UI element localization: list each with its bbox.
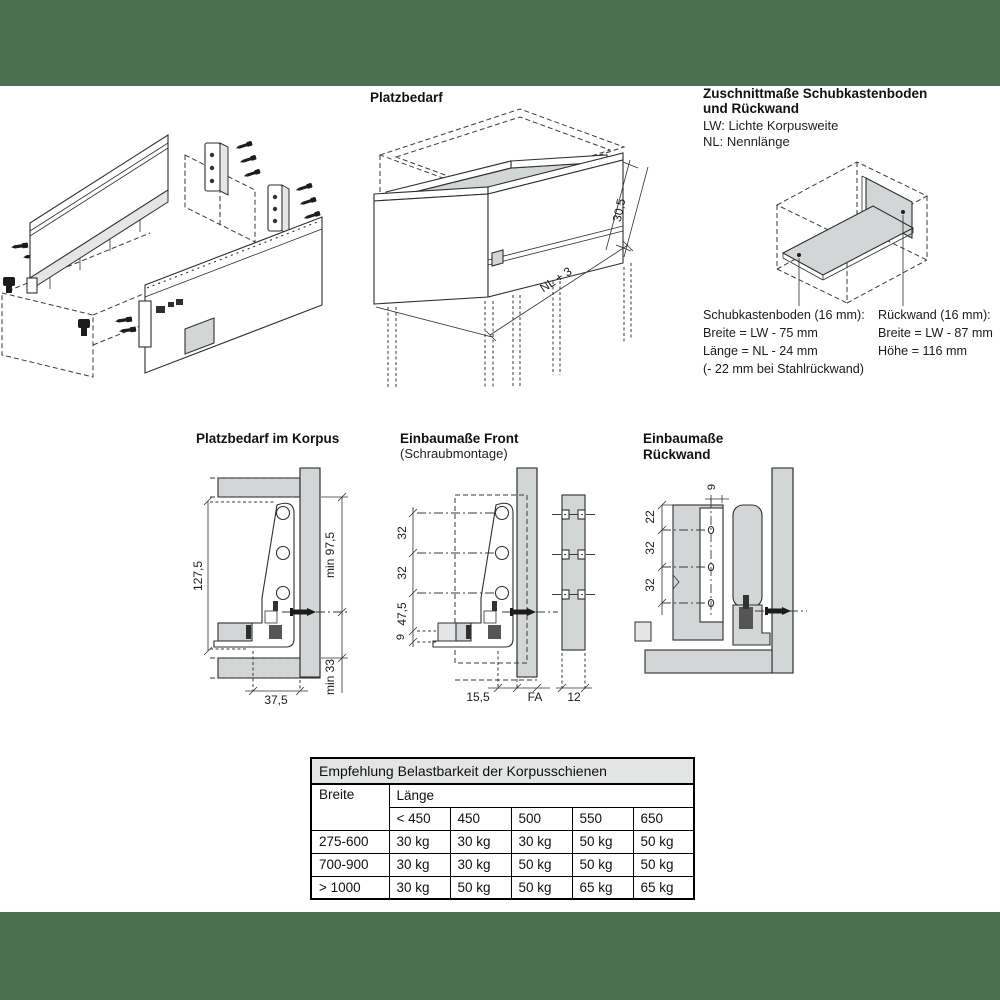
col-header-laenge: Länge xyxy=(389,784,694,807)
dim-label-32a: 32 xyxy=(643,541,657,555)
length-col-3: 550 xyxy=(572,807,633,830)
screw-pair-middle xyxy=(115,316,137,334)
exploded-drawer-diagram xyxy=(0,105,330,395)
table-row xyxy=(311,876,694,899)
table-row xyxy=(311,830,694,853)
dim-min-33 xyxy=(321,612,348,695)
table-cell: 30 kg xyxy=(450,830,511,853)
row-label: > 1000 xyxy=(311,876,389,899)
front-subtitle: (Schraubmontage) xyxy=(400,446,508,461)
platzbedarf-title: Platzbedarf xyxy=(370,90,443,105)
load-capacity-table xyxy=(310,757,695,900)
rear-profile xyxy=(733,505,770,645)
length-col-2: 500 xyxy=(511,807,572,830)
dim-label-fa: FA xyxy=(527,690,543,704)
rear-bracket-1 xyxy=(205,143,228,195)
dim-label-min-97-5: min 97,5 xyxy=(323,531,337,579)
length-col-4: 650 xyxy=(633,807,694,830)
drawer-bottom-left xyxy=(438,623,456,641)
dim-label-47-5: 47,5 xyxy=(395,602,409,626)
green-footer-band xyxy=(0,912,1000,1000)
cabinet-side-wall xyxy=(772,468,793,673)
dim-label-127-5: 127,5 xyxy=(191,560,205,592)
screws-bracket-2 xyxy=(295,183,321,221)
boden-caption xyxy=(703,306,865,378)
table-cell: 50 kg xyxy=(511,876,572,899)
zuschnitt-note-nl: NL: Nennlänge xyxy=(703,134,790,149)
table-cell: 30 kg xyxy=(511,830,572,853)
drawer-side-panel-left xyxy=(27,135,168,293)
dim-label-22: 22 xyxy=(643,510,657,524)
green-header-band xyxy=(0,0,1000,86)
zuschnitt-note-lw: LW: Lichte Korpusweite xyxy=(703,118,839,133)
boden-caption-line2: Länge = NL - 24 mm xyxy=(703,344,818,358)
dim-label-9: 9 xyxy=(706,483,718,491)
row-label: 700-900 xyxy=(311,853,389,876)
front-diagram xyxy=(390,455,605,705)
length-col-1: 450 xyxy=(450,807,511,830)
rueckwand-caption xyxy=(878,306,993,360)
boden-panel xyxy=(783,206,913,280)
row-label: 275-600 xyxy=(311,830,389,853)
drawer-bottom-left xyxy=(635,622,651,641)
rueckwand-caption-title: Rückwand (16 mm): xyxy=(878,308,991,322)
rueckwand-diagram xyxy=(635,455,810,705)
table-title: Empfehlung Belastbarkeit der Korpusschienen xyxy=(311,758,694,784)
dashed-front-panel-outline xyxy=(2,277,93,377)
table-cell: 30 kg xyxy=(450,853,511,876)
zuschnitt-header xyxy=(703,86,927,150)
table-cell: 50 kg xyxy=(633,830,694,853)
zuschnitt-title-line2: und Rückwand xyxy=(703,101,800,116)
table-cell: 65 kg xyxy=(633,876,694,899)
dim-label-nl-plus-3: NL + 3 xyxy=(537,264,575,296)
front-title: Einbaumaße Front xyxy=(400,431,519,446)
dim-label-15-5: 15,5 xyxy=(466,690,490,704)
dim-label-37-5: 37,5 xyxy=(264,693,288,707)
dim-label-32b: 32 xyxy=(395,566,409,580)
rear-bracket-2 xyxy=(268,185,289,235)
dim-label-12: 12 xyxy=(567,690,581,704)
dim-label-30-5: 30,5 xyxy=(609,197,629,224)
zuschnitt-title-line1: Zuschnittmaße Schubkastenboden xyxy=(703,86,928,101)
screws-bracket-1 xyxy=(235,141,261,179)
rueckwand-caption-line1: Breite = LW - 87 mm xyxy=(878,326,993,340)
korpus-diagram xyxy=(190,455,355,705)
boden-caption-line3: (- 22 mm bei Stahlrückwand) xyxy=(703,362,864,376)
table-cell: 50 kg xyxy=(572,853,633,876)
front-panel-section xyxy=(552,495,595,704)
dim-9-top xyxy=(705,484,729,503)
dim-label-min-33: min 33 xyxy=(323,658,337,696)
korpus-title: Platzbedarf im Korpus xyxy=(196,431,340,446)
rueckwand-title-line2: Rückwand xyxy=(643,447,711,462)
side-rail-tab xyxy=(492,250,503,266)
table-cell: 50 kg xyxy=(572,830,633,853)
boden-caption-line1: Breite = LW - 75 mm xyxy=(703,326,818,340)
dim-label-32b: 32 xyxy=(643,578,657,592)
cabinet-side-wall xyxy=(300,468,320,677)
rueckwand-caption-line2: Höhe = 116 mm xyxy=(878,344,968,358)
length-col-0: < 450 xyxy=(389,807,450,830)
dim-label-32a: 32 xyxy=(395,526,409,540)
table-cell: 30 kg xyxy=(389,830,450,853)
boden-caption-title: Schubkastenboden (16 mm): xyxy=(703,308,865,322)
dim-min-97-5 xyxy=(321,493,348,616)
table-cell: 30 kg xyxy=(389,876,450,899)
zuschnitt-diagram xyxy=(722,148,932,308)
rueckwand-title-line1: Einbaumaße xyxy=(643,431,724,446)
table-cell: 30 kg xyxy=(389,853,450,876)
drawer-body xyxy=(374,153,623,304)
table-cell: 65 kg xyxy=(572,876,633,899)
table-cell: 50 kg xyxy=(511,853,572,876)
dim-label-9: 9 xyxy=(395,633,407,641)
cabinet-top-panel xyxy=(218,478,300,497)
drawer-bottom-panel xyxy=(218,623,257,641)
col-header-breite: Breite xyxy=(311,784,389,830)
drawer-side-panel-right xyxy=(139,217,322,373)
back-wall-panel xyxy=(673,499,723,640)
table-cell: 50 kg xyxy=(450,876,511,899)
platzbedarf-diagram xyxy=(372,105,700,390)
cabinet-bottom-panel xyxy=(645,650,772,673)
table-row xyxy=(311,853,694,876)
table-cell: 50 kg xyxy=(633,853,694,876)
